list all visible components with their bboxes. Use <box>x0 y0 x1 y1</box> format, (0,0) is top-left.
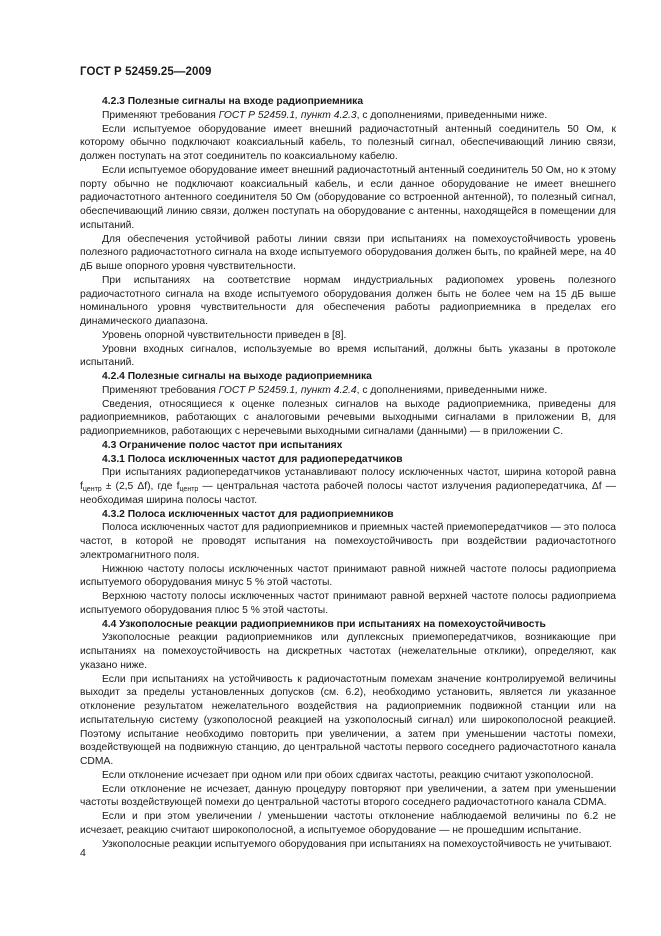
section-4-3-heading: 4.3 Ограничение полос частот при испытаниях <box>102 439 343 451</box>
standard-reference: ГОСТ Р 52459.1, пункт 4.2.4 <box>218 384 357 396</box>
page-number: 4 <box>80 847 86 859</box>
paragraph: Применяют требования ГОСТ Р 52459.1, пункт 4.2.3, с дополнениями, приведенными ниже. <box>102 109 548 121</box>
paragraph: При испытаниях радиопередатчиков устанавливают полосу исключенных частот, ширина которой равна $f_{центр} \pm (2,5$ Δf), где $f_{центр}$ — центральная частота рабочей полосы частот излучения радиопередатчика, Δf — необходимая ширина полосы частот. <box>80 467 617 506</box>
paragraph: Узкополосные реакции испытуемого оборудования при испытаниях на помехоустойчивость не учитывают. <box>102 838 612 850</box>
paragraph: Если испытуемое оборудование имеет внешний радиочастотный антенный соединитель 50 Ом, но к этому порту обычно не подключают коаксиальный кабель, и если данное оборудование не имеет внешнего радиочастотного антенного соединителя 50 Ом (оборудование со встроенной антенной), то полезный сигнал, обеспечивающий линию связи, должен поступать на оборудование с антенны, находящейся в помещении для испытаний. <box>80 164 616 231</box>
paragraph: Полоса исключенных частот для радиоприемников и приемных частей приемопередатчиков — это полоса частот, в которой не проводят испытания на помехоустойчивость при воздействии радиочастотного электромагнитного поля. <box>80 522 616 561</box>
paragraph: Узкополосные реакции радиоприемников или дуплексных приемопередатчиков, возникающие при испытаниях на помехоустойчивость на дискретных частотах (нежелательные отклики), определяют, как указано ниже. <box>80 632 616 671</box>
paragraph: Если отклонение не исчезает, данную процедуру повторяют при увеличении, а затем при уменьшении частоты воздействующей помехи до центральной частоты второго соседнего радиочастотного канала CDMA. <box>80 783 616 809</box>
section-4-4-heading: 4.4 Узкополосные реакции радиоприемников при испытаниях на помехоустойчивость <box>102 618 546 630</box>
paragraph: Нижнюю частоту полосы исключенных частот принимают равной нижней частоте полосы радиоприема испытуемого оборудования минус 5 % этой частоты. <box>80 563 616 589</box>
section-4-3-2-heading: 4.3.2 Полоса исключенных частот для радиоприемников <box>102 508 394 520</box>
paragraph: Если при испытаниях на устойчивость к радиочастотным помехам значение контролируемой величины выходит за пределы установленных допусков (см. 6.2), необходимо установить, является ли указанное отклонение результатом нежелательного воздействия на радиоприемник подвижной станции или на испытательную систему (узкополосной реакцией на узкополосный сигнал) или широкополосной реакцией. Поэтому испытание необходимо повторить при увеличении, а затем при уменьшении частоты помехи, воздействующей на подвижную станцию, до центральной частоты первого соседнего радиочастотного канала CDMA. <box>80 673 616 767</box>
document-header: ГОСТ Р 52459.25—2009 <box>80 66 212 78</box>
paragraph: Уровни входных сигналов, используемые во время испытаний, должны быть указаны в протоколе испытаний. <box>80 343 616 369</box>
paragraph: Если отклонение исчезает при одном или при обоих сдвигах частоты, реакцию считают узкополосной. <box>102 769 594 781</box>
standard-reference: ГОСТ Р 52459.1, пункт 4.2.3 <box>218 109 357 121</box>
paragraph: При испытаниях на соответствие нормам индустриальных радиопомех уровень полезного радиочастотного сигнала на входе испытуемого оборудования должен быть не более чем на 15 дБ выше номинального уровня чувствительности для обеспечения работы радиоприемника в пределах его динамического диапазона. <box>80 274 616 327</box>
paragraph: Уровень опорной чувствительности приведен в [8]. <box>102 329 347 341</box>
paragraph: Верхнюю частоту полосы исключенных частот принимают равной верхней частоте полосы радиоприема испытуемого оборудования плюс 5 % этой частоты. <box>80 591 616 616</box>
section-4-3-1-heading: 4.3.1 Полоса исключенных частот для радиопередатчиков <box>102 453 403 465</box>
paragraph: Для обеспечения устойчивой работы линии связи при испытаниях на помехоустойчивость уровень полезного радиочастотного сигнала на входе испытуемого оборудования должен быть, по крайней мере, на 40 дБ выше опорного уровня чувствительности. <box>80 233 616 272</box>
paragraph: Сведения, относящиеся к оценке полезных сигналов на выходе радиоприемника, приведены для радиоприемников, работающих с аналоговыми речевыми выходными сигналами в приложении В, для радиоприемников, работающих с неречевыми выходными сигналами (данными) — в приложении С. <box>80 398 616 437</box>
document-body <box>80 95 616 851</box>
paragraph: Если испытуемое оборудование имеет внешний радиочастотный антенный соединитель 50 Ом, к которому обычно подключают коаксиальный кабель, то полезный сигнал, обеспечивающий линию связи, должен поступать на этот соединитель по коаксиальному кабелю. <box>80 123 616 162</box>
paragraph: Если и при этом увеличении / уменьшении частоты отклонение наблюдаемой величины по 6.2 не исчезает, реакцию считают широкополосной, а испытуемое оборудование — не прошедшим испытание. <box>80 811 616 836</box>
section-4-2-3-heading: 4.2.3 Полезные сигналы на входе радиоприемника <box>102 96 364 107</box>
section-4-2-4-heading: 4.2.4 Полезные сигналы на выходе радиоприемника <box>102 371 372 382</box>
paragraph: Применяют требования ГОСТ Р 52459.1, пункт 4.2.4, с дополнениями, приведенными ниже. <box>102 384 548 396</box>
